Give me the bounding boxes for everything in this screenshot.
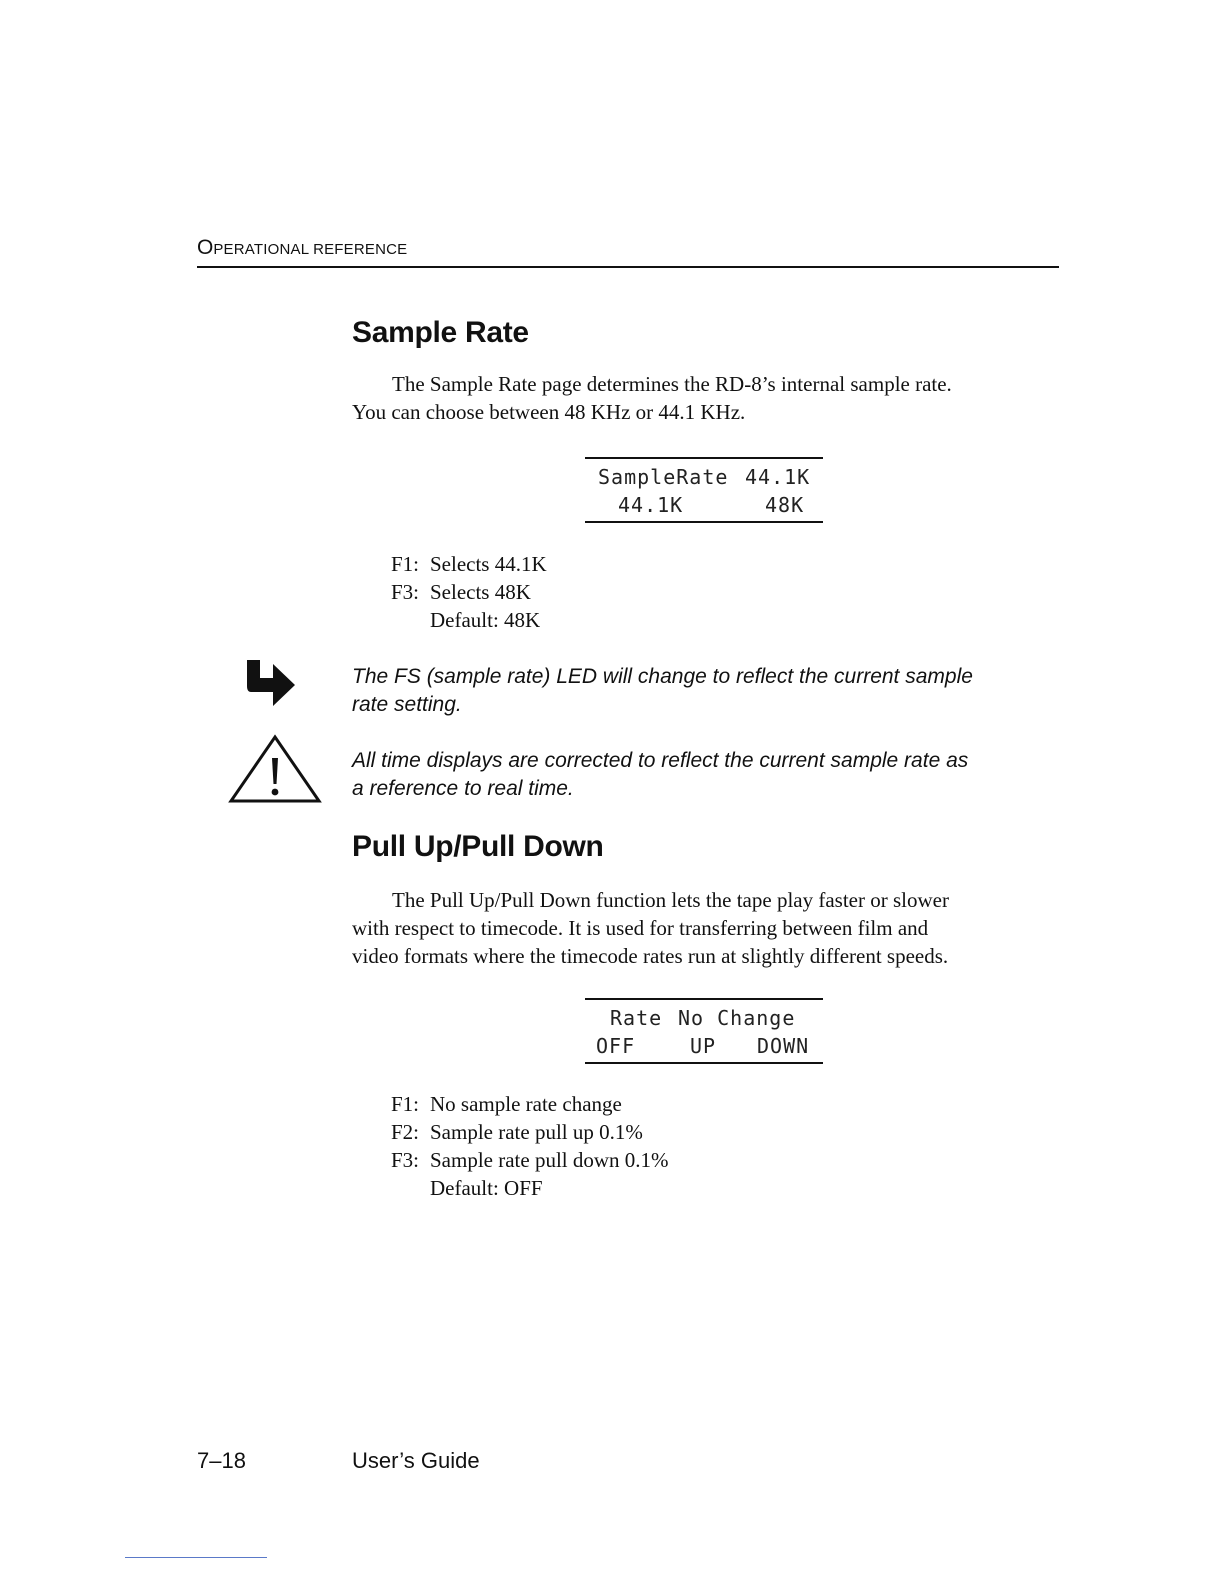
sample-rate-intro	[352, 370, 1072, 426]
function-key-row	[391, 606, 791, 634]
function-key-row	[391, 1146, 791, 1174]
function-key-row	[391, 550, 791, 578]
function-key: F1:	[391, 1092, 420, 1116]
lcd-line-1	[585, 1004, 823, 1032]
warning-icon	[228, 734, 322, 804]
pull-up-down-intro	[352, 886, 1052, 970]
function-desc: Sample rate pull down 0.1%	[430, 1148, 669, 1172]
warning-text	[352, 747, 1064, 803]
function-key: F3:	[391, 580, 420, 604]
function-desc: Default: 48K	[430, 608, 541, 632]
lcd-option-f3: 48K	[765, 493, 805, 517]
lcd-label: SampleRate	[598, 465, 729, 489]
lcd-value: 44.1K	[745, 465, 811, 489]
function-key-row	[391, 1174, 791, 1202]
warning-line: a reference to real time.	[352, 777, 574, 800]
note-line: The FS (sample rate) LED will change to reflect the current sample	[352, 665, 973, 688]
lcd-option-f1: OFF	[596, 1034, 636, 1058]
function-key-row	[391, 1090, 791, 1118]
bottom-rule	[125, 1557, 267, 1558]
function-desc: Sample rate pull up 0.1%	[430, 1120, 643, 1144]
intro-line: The Pull Up/Pull Down function lets the tape play faster or slower	[392, 888, 949, 912]
function-desc: Selects 44.1K	[430, 552, 547, 576]
function-key-list	[391, 550, 791, 634]
lcd-line-1	[585, 463, 823, 491]
note-text	[352, 663, 1064, 719]
lcd-label: Rate	[610, 1006, 663, 1030]
running-header-text: PERATIONAL REFERENCE	[213, 241, 408, 258]
header-rule	[197, 266, 1059, 268]
footer-doc-title: User’s Guide	[352, 1448, 480, 1473]
lcd-line-2	[585, 491, 823, 519]
section-title-pull-up-down: Pull Up/Pull Down	[352, 830, 604, 863]
intro-line: video formats where the timecode rates run at slightly different speeds.	[352, 944, 949, 968]
function-key-list	[391, 1090, 791, 1202]
lcd-option-f1: 44.1K	[618, 493, 684, 517]
function-desc: Default: OFF	[430, 1176, 543, 1200]
lcd-value: No Change	[678, 1006, 796, 1030]
intro-line: The Sample Rate page determines the RD-8’s internal sample rate.	[392, 372, 952, 396]
running-header-initial: O	[197, 236, 214, 259]
function-key: F2:	[391, 1120, 420, 1144]
lcd-option-f3: DOWN	[757, 1034, 810, 1058]
note-line: rate setting.	[352, 693, 462, 716]
intro-line: with respect to timecode. It is used for transferring between film and	[352, 916, 929, 940]
warning-line: All time displays are corrected to reflect the current sample rate as	[352, 749, 969, 772]
section-title-sample-rate: Sample Rate	[352, 316, 529, 349]
function-desc: No sample rate change	[430, 1092, 622, 1116]
intro-line: You can choose between 48 KHz or 44.1 KHz.	[352, 400, 746, 424]
lcd-pull-up-down	[585, 998, 823, 1064]
lcd-line-2	[585, 1032, 823, 1060]
lcd-sample-rate	[585, 457, 823, 523]
function-key: F1:	[391, 552, 420, 576]
function-key-row	[391, 1118, 791, 1146]
page-number: 7–18	[197, 1448, 246, 1473]
function-key-row	[391, 578, 791, 606]
running-header	[197, 236, 407, 260]
function-desc: Selects 48K	[430, 580, 531, 604]
function-key: F3:	[391, 1148, 420, 1172]
lcd-option-f2: UP	[690, 1034, 717, 1058]
note-arrow-icon	[243, 656, 297, 710]
